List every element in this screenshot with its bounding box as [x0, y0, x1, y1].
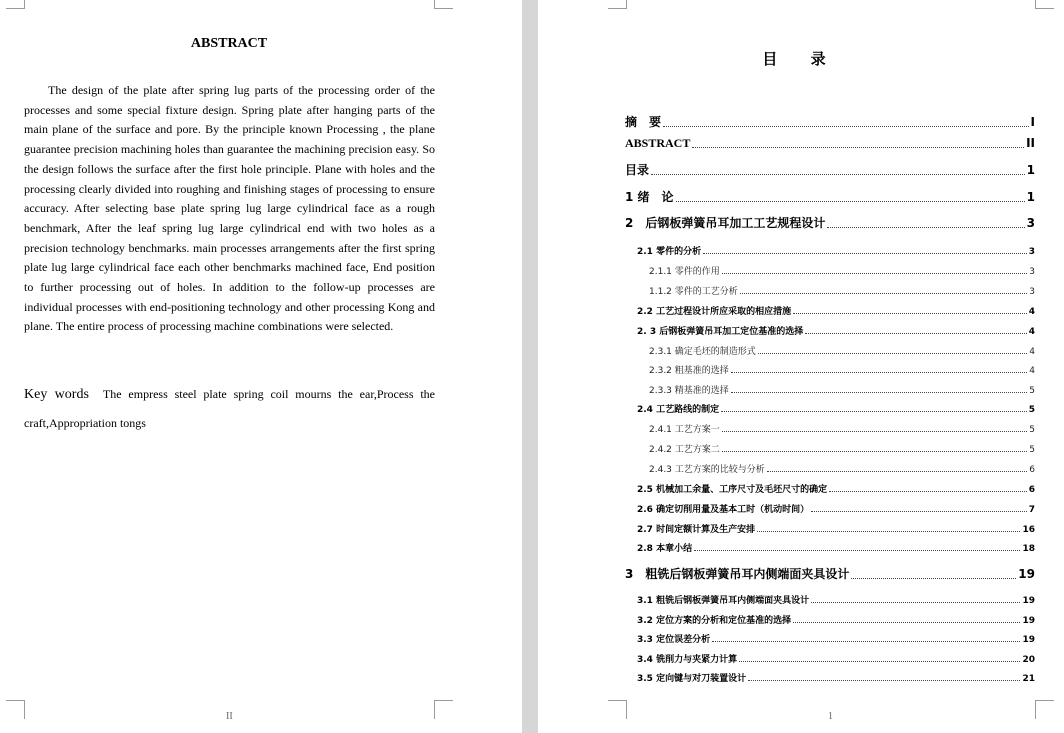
toc-dot-leader [703, 252, 1027, 254]
toc-entry-title: 2.7 时间定额计算及生产安排 [637, 525, 756, 535]
toc-entry-page: 4 [1028, 327, 1035, 337]
toc-dot-leader [811, 601, 1020, 603]
toc-entry[interactable] [625, 502, 1035, 515]
toc-dot-leader [722, 272, 1028, 274]
toc-entry-page: 16 [1022, 525, 1035, 535]
toc-entry-title: 2.1.1 零件的作用 [649, 267, 720, 277]
toc-entry-page: 19 [1022, 596, 1035, 606]
toc-dot-leader [740, 292, 1028, 294]
toc-entry[interactable] [625, 671, 1035, 684]
toc-entry-page: 5 [1029, 386, 1035, 396]
keywords-line [24, 380, 435, 437]
toc-dot-leader [739, 660, 1020, 662]
toc-page [538, 0, 1064, 733]
toc-entry[interactable] [625, 482, 1035, 495]
toc-entry-title: 2. 3 后钢板弹簧吊耳加工定位基准的选择 [637, 327, 804, 337]
toc-entry-title: 3.5 定向键与对刀装置设计 [637, 674, 747, 684]
toc-entry[interactable] [625, 383, 1035, 396]
toc-entry-title: ABSTRACT [625, 136, 691, 150]
abstract-paragraph: The design of the plate after spring lug parts of the processing order of the processes and some special fixture design. Spring plate after hanging parts of the main plane of the surface and pore. By the principle known Processing , the plane guarantee precision machining holes than guarantee the machining precision easy. So the design follows the surface after the first hole principle. Plane with holes and the processing clearly divided into roughing and finishing stages of processing to ensure accuracy. After selecting base plate spring lug large cylindrical face as a rough benchmark, After the leaf spring lug large cylindrical end with two holes as a precision technology benchmarks. main processes arrangements after the first spring plate lug large cylindrical face each other benchmarks machined face, End position to further processing out of holes. In addition to the follow-up processes are individual processes with end-positioning technology and other processing Kong and plane. The entire process of processing machine combinations were selected. [24, 83, 435, 334]
toc-dot-leader [731, 391, 1028, 393]
toc-entry[interactable] [625, 113, 1035, 130]
toc-entry-page: 7 [1028, 505, 1035, 515]
toc-entry-page: 3 [1028, 247, 1035, 257]
toc-entry-page: 6 [1029, 465, 1035, 475]
toc-dot-leader [676, 200, 1025, 202]
toc-entry[interactable] [625, 304, 1035, 317]
toc-entry[interactable] [625, 442, 1035, 455]
toc-entry-page: 19 [1022, 616, 1035, 626]
toc-entry-title: 目录 [625, 163, 650, 177]
page-corner-mark [434, 700, 453, 719]
toc-dot-leader [805, 332, 1027, 334]
toc-title: 目 录 [762, 50, 840, 68]
toc-entry[interactable] [625, 422, 1035, 435]
toc-entry-page: 4 [1029, 347, 1035, 357]
toc-dot-leader [721, 410, 1027, 412]
toc-dot-leader [827, 226, 1024, 228]
toc-entry-page: 5 [1029, 425, 1035, 435]
toc-entry[interactable] [625, 344, 1035, 357]
toc-entry[interactable] [625, 593, 1035, 606]
toc-entry-page: 18 [1022, 544, 1035, 554]
toc-entry[interactable] [625, 188, 1035, 205]
toc-entry-page: 1 [1026, 163, 1035, 177]
toc-entry-page: II [1026, 136, 1035, 150]
toc-entry-page: 19 [1018, 567, 1035, 581]
toc-entry-title: 摘 要 [625, 115, 662, 129]
toc-entry[interactable] [625, 522, 1035, 535]
toc-entry-page: 5 [1028, 405, 1035, 415]
toc-entry-title: 3 粗铣后钢板弹簧吊耳内侧端面夹具设计 [625, 567, 850, 581]
page-number: 1 [828, 711, 833, 722]
toc-dot-leader [694, 549, 1020, 551]
toc-dot-leader [829, 490, 1027, 492]
toc-entry-page: 4 [1028, 307, 1035, 317]
abstract-title: ABSTRACT [190, 36, 268, 51]
toc-entry[interactable] [625, 613, 1035, 626]
toc-entry-page: 21 [1022, 674, 1035, 684]
toc-entry-page: 3 [1029, 287, 1035, 297]
toc-entry[interactable] [625, 363, 1035, 376]
toc-entry-page: 3 [1026, 216, 1035, 230]
toc-entry[interactable] [625, 462, 1035, 475]
keywords-text: The empress steel plate spring coil mourns the ear,Process the craft,Appropriation tongs [24, 387, 436, 430]
toc-dot-leader [758, 352, 1028, 354]
toc-entry[interactable] [625, 324, 1035, 337]
toc-entry-title: 2.4.2 工艺方案二 [649, 445, 720, 455]
toc-entry-title: 2.4.3 工艺方案的比较与分析 [649, 465, 765, 475]
toc-entry-page: 19 [1022, 635, 1035, 645]
toc-entry-page: 1 [1026, 190, 1035, 204]
toc-entry[interactable] [625, 284, 1035, 297]
toc-entry[interactable] [625, 402, 1035, 415]
toc-dot-leader [712, 640, 1020, 642]
toc-entry-page: I [1030, 115, 1035, 129]
keywords-label: Key words [24, 387, 89, 402]
abstract-body [24, 81, 435, 337]
toc-entry[interactable] [625, 652, 1035, 665]
toc-entry[interactable] [625, 244, 1035, 257]
toc-entry[interactable] [625, 214, 1035, 231]
toc-entry-title: 2.8 本章小结 [637, 544, 693, 554]
page-corner-mark [1035, 0, 1054, 9]
toc-entry-page: 5 [1029, 445, 1035, 455]
toc-entry-title: 3.4 铣削力与夹紧力计算 [637, 655, 738, 665]
page-corner-mark [434, 0, 453, 9]
toc-entry[interactable] [625, 565, 1035, 582]
toc-dot-leader [651, 173, 1025, 175]
toc-entry-title: 2.1 零件的分析 [637, 247, 702, 257]
page-corner-mark [6, 0, 25, 9]
toc-dot-leader [722, 430, 1028, 432]
page-gap [522, 0, 538, 733]
page-corner-mark [608, 700, 627, 719]
toc-entry-page: 4 [1029, 366, 1035, 376]
toc-dot-leader [748, 679, 1020, 681]
toc-entry[interactable] [625, 161, 1035, 178]
toc-entry-title: 1 绪 论 [625, 190, 674, 204]
toc-entry-title: 3.1 粗铣后钢板弹簧吊耳内侧端面夹具设计 [637, 596, 810, 606]
toc-dot-leader [722, 450, 1028, 452]
toc-entry[interactable] [625, 541, 1035, 554]
toc-entry-title: 3.3 定位误差分析 [637, 635, 711, 645]
toc-entry-page: 20 [1022, 655, 1035, 665]
toc-entry-title: 2.3.1 确定毛坯的制造形式 [649, 347, 756, 357]
toc-entry[interactable] [625, 136, 1035, 151]
toc-entry-title: 1.1.2 零件的工艺分析 [649, 287, 738, 297]
toc-entry-title: 2 后钢板弹簧吊耳加工工艺规程设计 [625, 216, 826, 230]
toc-entry-title: 2.4 工艺路线的制定 [637, 405, 720, 415]
toc-entry-title: 2.6 确定切削用量及基本工时（机动时间） [637, 505, 810, 515]
toc-entry[interactable] [625, 632, 1035, 645]
toc-entry[interactable] [625, 264, 1035, 277]
toc-entry-title: 2.5 机械加工余量、工序尺寸及毛坯尺寸的确定 [637, 485, 828, 495]
page-corner-mark [608, 0, 627, 9]
toc-dot-leader [692, 146, 1024, 148]
toc-entry-title: 2.3.2 粗基准的选择 [649, 366, 729, 376]
toc-dot-leader [731, 371, 1028, 373]
toc-dot-leader [811, 510, 1027, 512]
toc-dot-leader [663, 125, 1029, 127]
toc-entry-page: 3 [1029, 267, 1035, 277]
abstract-page [0, 0, 522, 733]
toc-dot-leader [757, 530, 1020, 532]
toc-entry-title: 2.4.1 工艺方案一 [649, 425, 720, 435]
page-corner-mark [6, 700, 25, 719]
toc-entry-title: 3.2 定位方案的分析和定位基准的选择 [637, 616, 792, 626]
toc-entry-title: 2.2 工艺过程设计所应采取的相应措施 [637, 307, 792, 317]
page-number: II [226, 711, 233, 722]
toc-entry-page: 6 [1028, 485, 1035, 495]
toc-dot-leader [793, 621, 1020, 623]
page-corner-mark [1035, 700, 1054, 719]
toc-entry-title: 2.3.3 精基准的选择 [649, 386, 729, 396]
toc-dot-leader [793, 312, 1027, 314]
toc-dot-leader [851, 577, 1016, 579]
toc-dot-leader [767, 470, 1028, 472]
